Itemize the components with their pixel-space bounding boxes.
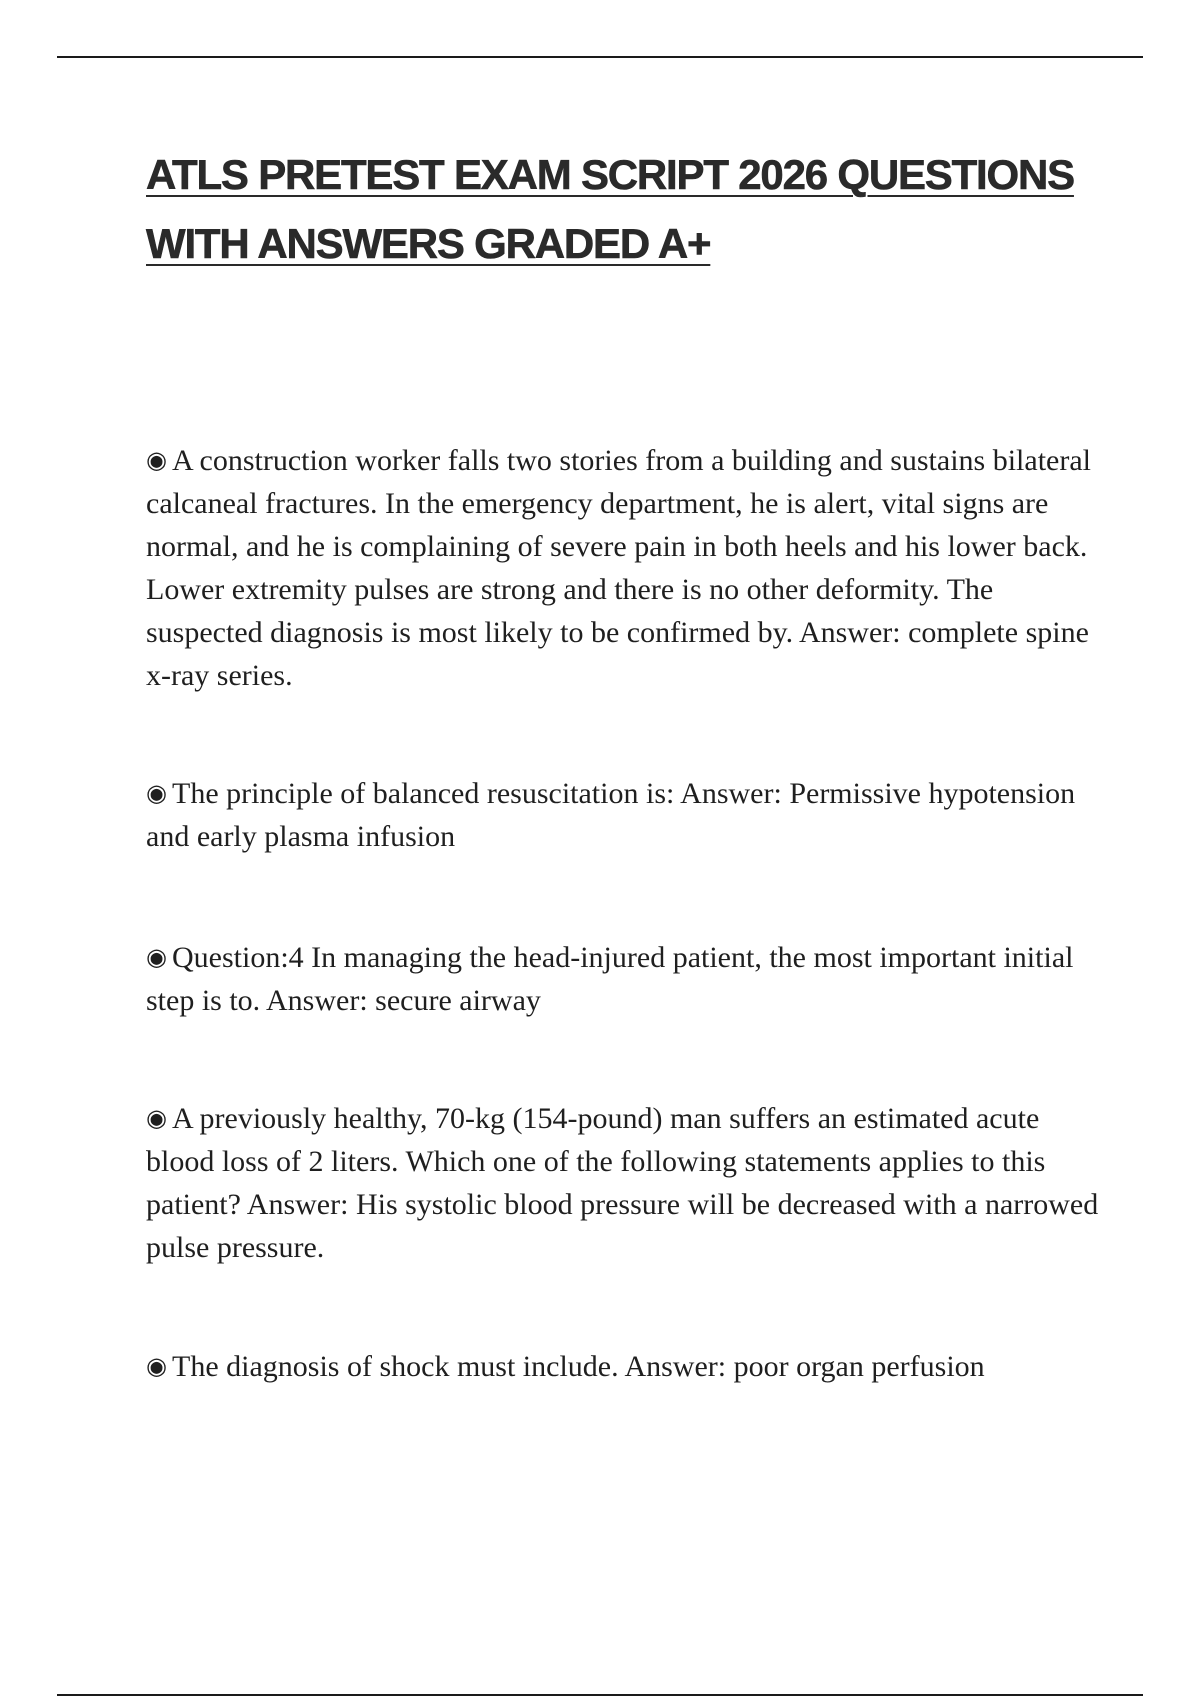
qa-item bbox=[146, 1345, 1106, 1388]
bullet-icon: ◉ bbox=[146, 1104, 167, 1132]
qa-item bbox=[146, 936, 1106, 1022]
bullet-icon: ◉ bbox=[146, 779, 167, 807]
bullet-icon: ◉ bbox=[146, 446, 167, 474]
qa-text: A construction worker falls two stories from a building and sustains bilateral calcaneal fractures. In the emergency department, he is alert, vital signs are normal, and he is complaining of severe pain in both heels and his lower back. Lower extremity pulses are strong and there is no other deformity. The suspected diagnosis is most likely to be confirmed by. Answer: complete spine x-ray series. bbox=[146, 444, 1091, 692]
document-title: ATLS PRETEST EXAM SCRIPT 2026 QUESTIONS WITH ANSWERS GRADED A+ bbox=[146, 151, 1074, 267]
qa-item bbox=[146, 1097, 1106, 1269]
qa-text: A previously healthy, 70-kg (154-pound) man suffers an estimated acute blood loss of 2 liters. Which one of the following statements applies to this patient? Answer: His systolic blood pressure will be decreased with a narrowed pulse pressure. bbox=[146, 1102, 1099, 1264]
top-rule bbox=[57, 56, 1143, 58]
bottom-rule bbox=[57, 1694, 1143, 1696]
bullet-icon: ◉ bbox=[146, 1352, 167, 1380]
qa-text: The principle of balanced resuscitation is: Answer: Permissive hypotension and early plasma infusion bbox=[146, 777, 1076, 853]
qa-item bbox=[146, 439, 1106, 697]
qa-text: Question:4 In managing the head-injured patient, the most important initial step is to. Answer: secure airway bbox=[146, 941, 1074, 1017]
qa-item bbox=[146, 772, 1106, 858]
qa-text: The diagnosis of shock must include. Answer: poor organ perfusion bbox=[172, 1350, 985, 1383]
bullet-icon: ◉ bbox=[146, 943, 167, 971]
